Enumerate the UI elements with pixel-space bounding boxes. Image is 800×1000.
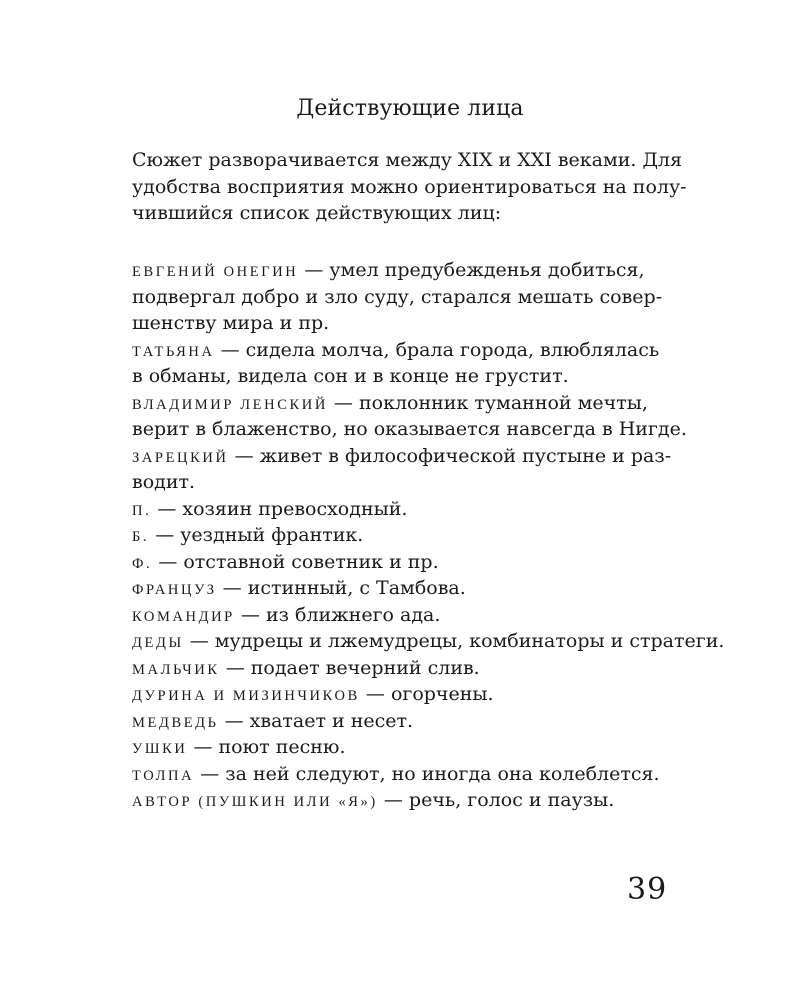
character-description-continued: в обманы, видела сон и в конце не грустит. — [132, 365, 569, 387]
character-name: ТАТЬЯНА — [132, 344, 215, 360]
character-name: Ф. — [132, 556, 153, 572]
page-title: Действующие лица — [296, 96, 524, 121]
character-entry-zaretsky — [132, 443, 671, 471]
character-name: УШКИ — [132, 741, 188, 757]
character-description-continued: водит. — [132, 471, 196, 493]
page-number: 39 — [627, 872, 668, 907]
character-name: МЕДВЕДЬ — [132, 715, 219, 731]
character-name: ВЛАДИМИР ЛЕНСКИЙ — [132, 397, 328, 413]
character-description: — хозяин превосходный. — [151, 498, 408, 520]
character-name: ФРАНЦУЗ — [132, 582, 217, 598]
character-entry-crowd — [132, 761, 660, 789]
character-description: — за ней следуют, но иногда она колеблется. — [194, 763, 660, 785]
character-name: Б. — [132, 529, 150, 545]
character-entry-lensky — [132, 390, 648, 418]
character-entry-durina-mizinchikov — [132, 681, 494, 709]
character-description: — речь, голос и паузы. — [377, 789, 615, 811]
character-description: — сидела молча, брала города, влюблялась — [214, 339, 660, 361]
character-entry-commander — [132, 602, 440, 630]
character-name: ДЕДЫ — [132, 635, 184, 651]
intro-line-1: Сюжет разворачивается между XIX и XXI веками. Для — [132, 149, 682, 171]
character-entry-ushki — [132, 734, 346, 762]
character-name: П. — [132, 503, 152, 519]
character-description: — хватает и несет. — [218, 710, 414, 732]
character-entry-b — [132, 522, 363, 550]
character-name: МАЛЬЧИК — [132, 662, 220, 678]
character-description: — истинный, с Тамбова. — [216, 577, 466, 599]
character-description-continued: шенству мира и пр. — [132, 312, 330, 334]
character-entry-tatyana — [132, 337, 659, 365]
character-entry-onegin — [132, 257, 645, 285]
character-entry-bear — [132, 708, 413, 736]
character-description: — поют песню. — [187, 736, 346, 758]
character-name: ТОЛПА — [132, 768, 195, 784]
character-entry-f — [132, 549, 439, 577]
character-entry-boy — [132, 655, 480, 683]
character-entry-frenchman — [132, 575, 466, 603]
character-name: КОМАНДИР — [132, 609, 235, 625]
intro-line-3: чившийся список действующих лиц: — [132, 202, 502, 224]
character-description-continued: подвергал добро и зло суду, старался мешать совер- — [132, 286, 663, 308]
character-name: АВТОР (ПУШКИН ИЛИ «Я») — [132, 794, 378, 810]
character-description: — огорчены. — [359, 683, 494, 705]
character-entry-author — [132, 787, 614, 815]
character-entry-p — [132, 496, 407, 524]
intro-line-2: удобства восприятия можно ориентироваться на полу- — [132, 176, 687, 198]
character-description: — живет в философической пустыне и раз- — [228, 445, 672, 467]
character-description: — мудрецы и лжемудрецы, комбинаторы и стратеги. — [183, 630, 725, 652]
character-description: — уездный франтик. — [149, 524, 364, 546]
character-description: — умел предубежденья добиться, — [298, 259, 645, 281]
character-description: — поклонник туманной мечты, — [327, 392, 648, 414]
character-description: — отставной советник и пр. — [152, 551, 439, 573]
character-name: ЗАРЕЦКИЙ — [132, 450, 229, 466]
character-name: ДУРИНА И МИЗИНЧИКОВ — [132, 688, 360, 704]
character-entry-grandfathers — [132, 628, 724, 656]
character-name: ЕВГЕНИЙ ОНЕГИН — [132, 264, 299, 280]
character-description: — подает вечерний слив. — [219, 657, 480, 679]
character-description: — из ближнего ада. — [234, 604, 441, 626]
character-description-continued: верит в блаженство, но оказывается навсегда в Нигде. — [132, 418, 687, 440]
